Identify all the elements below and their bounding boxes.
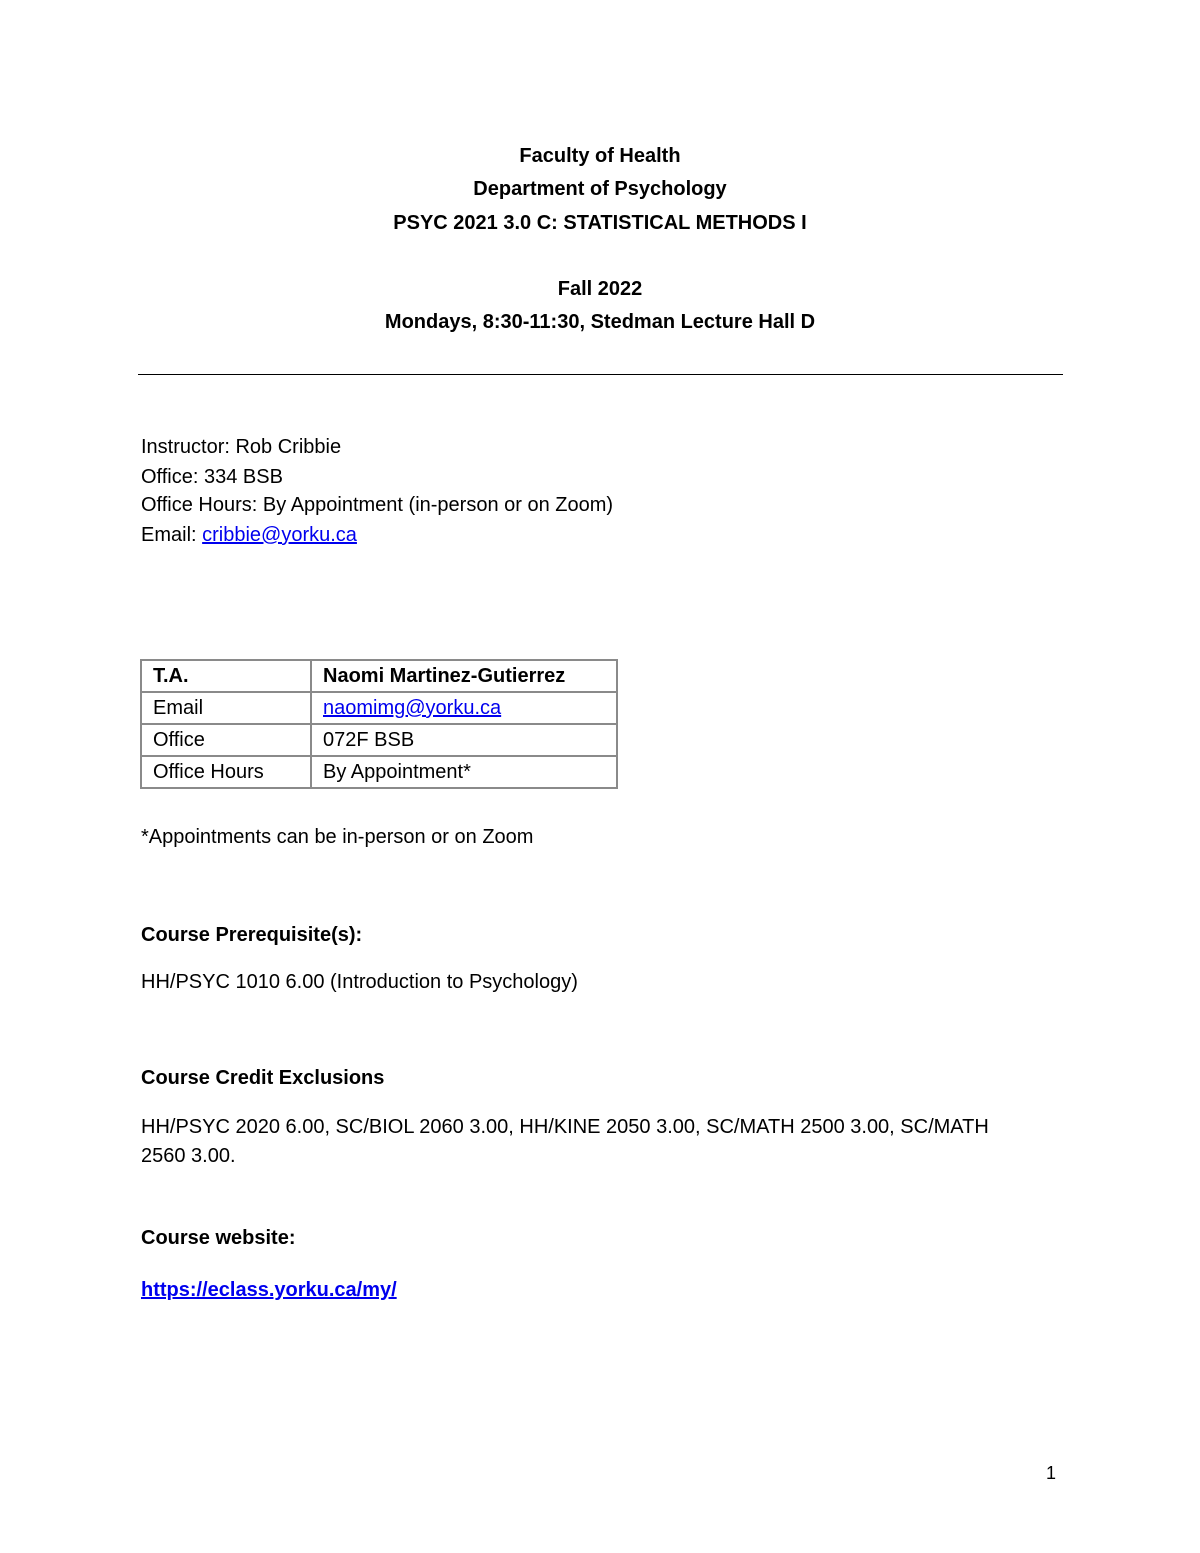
instructor-email-link[interactable]: cribbie@yorku.ca [202, 524, 357, 546]
instructor-email-line [141, 523, 357, 547]
exclusions-text-line1: HH/PSYC 2020 6.00, SC/BIOL 2060 3.00, HH/KINE 2050 3.00, SC/MATH 2500 3.00, SC/MATH [141, 1116, 989, 1138]
department-title: Department of Psychology [473, 178, 727, 200]
exclusions-text-line2: 2560 3.00. [141, 1145, 236, 1167]
ta-hours-label-cell: Office Hours [141, 756, 311, 788]
table-row [141, 692, 617, 724]
ta-name-cell: Naomi Martinez-Gutierrez [311, 660, 617, 692]
instructor-office-hours: Office Hours: By Appointment (in-person or on Zoom) [141, 494, 614, 516]
page-number: 1 [1046, 1463, 1057, 1483]
website-url-line [141, 1278, 397, 1302]
ta-office-label-cell: Office [141, 724, 311, 756]
ta-email-label-cell: Email [141, 692, 311, 724]
course-title: PSYC 2021 3.0 C: STATISTICAL METHODS I [393, 212, 807, 234]
table-row [141, 756, 617, 788]
ta-email-link[interactable]: naomimg@yorku.ca [323, 697, 502, 719]
ta-office-cell: 072F BSB [311, 724, 617, 756]
schedule-title: Mondays, 8:30-11:30, Stedman Lecture Hall D [384, 311, 816, 333]
website-heading: Course website: [141, 1227, 296, 1249]
table-row [141, 660, 617, 692]
table-row [141, 724, 617, 756]
prerequisites-text: HH/PSYC 1010 6.00 (Introduction to Psychology) [141, 971, 578, 993]
ta-hours-cell: By Appointment* [311, 756, 617, 788]
instructor-office: Office: 334 BSB [141, 466, 283, 488]
course-website-link[interactable]: https://eclass.yorku.ca/my/ [141, 1279, 397, 1301]
instructor-name: Instructor: Rob Cribbie [141, 436, 342, 458]
appointment-note: *Appointments can be in-person or on Zoom [141, 826, 534, 848]
faculty-title: Faculty of Health [519, 145, 681, 167]
term-title: Fall 2022 [557, 278, 643, 300]
ta-label-cell: T.A. [141, 660, 311, 692]
instructor-email-label: Email: [141, 524, 203, 546]
header-divider [138, 374, 1063, 375]
prerequisites-heading: Course Prerequisite(s): [141, 924, 363, 946]
ta-email-cell [311, 692, 617, 724]
ta-table [140, 659, 618, 789]
exclusions-heading: Course Credit Exclusions [141, 1067, 385, 1089]
